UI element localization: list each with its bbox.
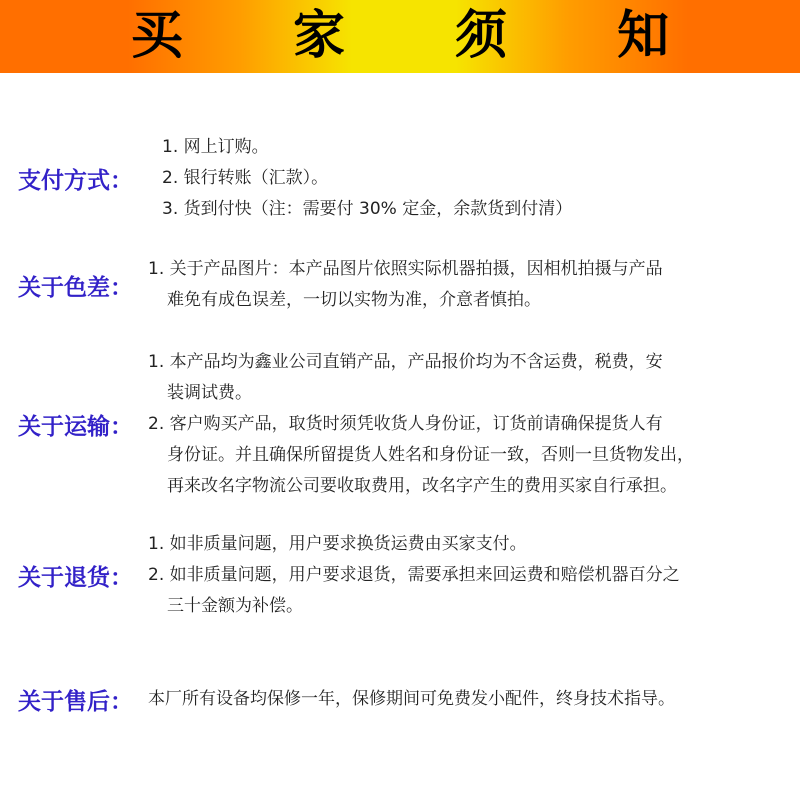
- page-title: 买 家 须 知: [130, 6, 716, 66]
- section-shipping: [0, 347, 800, 502]
- section-payment-label: 支付方式：: [18, 168, 133, 194]
- color-item-1-line-1: 1. 关于产品图片：本产品图片依照实际机器拍摄，因相机拍摄与产品: [148, 259, 663, 279]
- payment-item-1: 1. 网上订购。: [162, 137, 269, 157]
- section-after-sales: [0, 683, 800, 716]
- section-after-sales-label: 关于售后：: [18, 689, 133, 715]
- section-color-difference: [0, 254, 800, 316]
- returns-item-1: 1. 如非质量问题，用户要求换货运费由买家支付。: [148, 534, 527, 554]
- section-payment-body: [148, 132, 800, 225]
- returns-item-2-line-1: 2. 如非质量问题，用户要求退货，需要承担来回运费和赔偿机器百分之: [148, 565, 680, 585]
- section-shipping-label: 关于运输：: [18, 414, 133, 440]
- section-returns-body: [148, 529, 800, 622]
- payment-item-3: 3. 货到付快（注：需要付 30% 定金，余款货到付清）: [162, 199, 573, 219]
- returns-item-2-line-2: 三十金额为补偿。: [167, 596, 303, 616]
- shipping-item-2-line-1: 2. 客户购买产品，取货时须凭收货人身份证，订货前请确保提货人有: [148, 414, 663, 434]
- shipping-item-2-line-3: 再来改名字物流公司要收取费用，改名字产生的费用买家自行承担。: [167, 476, 677, 496]
- shipping-item-1-line-2: 装调试费。: [167, 383, 252, 403]
- section-color-difference-label: 关于色差：: [18, 274, 133, 301]
- section-after-sales-body: [148, 684, 800, 715]
- shipping-item-2-line-2: 身份证。并且确保所留提货人姓名和身份证一致，否则一旦货物发出，: [167, 445, 694, 465]
- color-item-1-line-2: 难免有成色误差，一切以实物为准，介意者慎拍。: [167, 290, 541, 310]
- section-returns-label: 关于退货：: [18, 565, 133, 591]
- after-sales-item-1: 本厂所有设备均保修一年，保修期间可免费发小配件，终身技术指导。: [148, 689, 675, 709]
- section-color-difference-body: [148, 254, 800, 316]
- shipping-item-1-line-1: 1. 本产品均为鑫业公司直销产品，产品报价均为不含运费，税费，安: [148, 352, 663, 372]
- header-banner: [0, 0, 800, 73]
- section-shipping-body: [148, 347, 800, 502]
- section-payment: [0, 132, 800, 225]
- section-returns: [0, 529, 800, 622]
- notice-content: [0, 132, 800, 716]
- payment-item-2: 2. 银行转账（汇款）。: [162, 168, 329, 188]
